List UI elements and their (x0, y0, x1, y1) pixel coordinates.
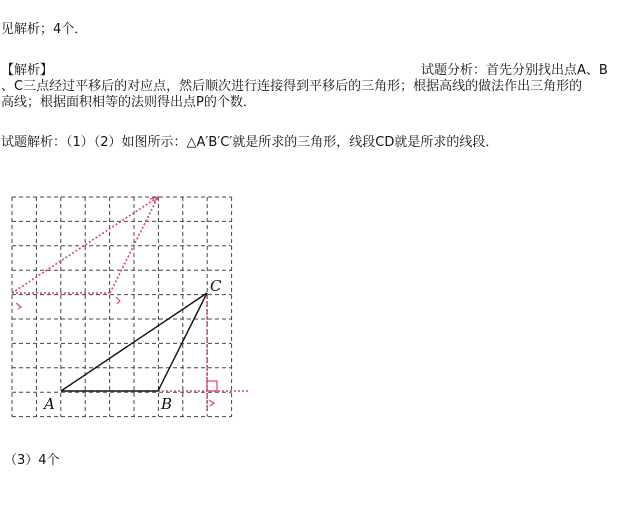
answer-part-3: （3）4个 (4, 453, 60, 468)
right-angle-mark (207, 381, 217, 391)
answer-line: 见解析；4个． (1, 22, 88, 37)
label-b: B (161, 395, 173, 413)
triangle-abc (61, 293, 207, 391)
point-d-mark (209, 400, 214, 406)
altitude-construction (158, 293, 250, 411)
analysis-line-2: 、C三点经过平移后的对应点，然后顺次进行连接得到平移后的三角形；根据高线的做法作出三角形的 (1, 79, 583, 94)
point-a1-mark (16, 303, 21, 309)
solution-line: 试题解析：（1）（2）如图所示：△A′B′C′就是所求的三角形，线段CD就是所求的线段． (1, 135, 499, 150)
analysis-heading: 【解析】 (1, 63, 54, 78)
square-grid (12, 197, 232, 417)
analysis-line-1: 试题分析：首先分别找出点A、B (421, 63, 608, 78)
side-bc (158, 293, 207, 391)
analysis-line-3: 高线；根据面积相等的法则得出点P的个数． (1, 95, 256, 110)
label-c: C (210, 277, 222, 295)
point-b1-mark (116, 297, 120, 304)
label-a: A (44, 395, 55, 413)
side-ac (61, 293, 207, 391)
geometry-figure (0, 185, 270, 435)
